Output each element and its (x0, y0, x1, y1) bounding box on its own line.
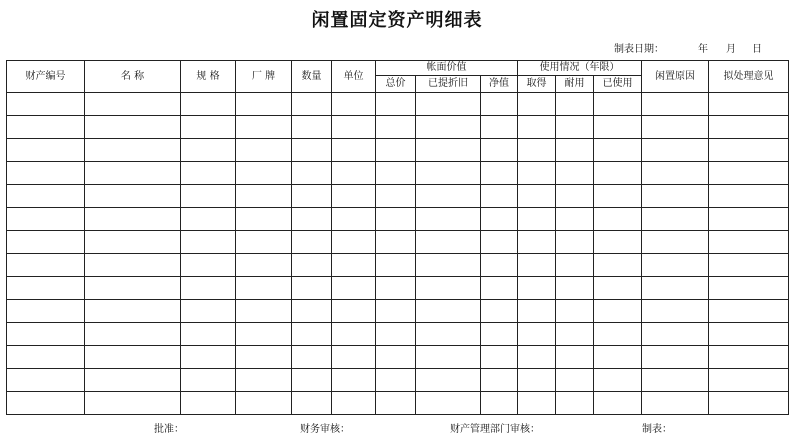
table-cell[interactable] (292, 392, 332, 415)
table-cell[interactable] (332, 323, 376, 346)
table-row (7, 208, 789, 231)
table-cell[interactable] (7, 208, 85, 231)
table-cell[interactable] (709, 208, 789, 231)
table-cell[interactable] (236, 185, 292, 208)
table-cell[interactable] (556, 346, 594, 369)
table-cell[interactable] (556, 300, 594, 323)
table-cell[interactable] (481, 185, 518, 208)
table-cell[interactable] (556, 231, 594, 254)
table-cell[interactable] (518, 323, 556, 346)
date-year: 年 (698, 44, 708, 55)
table-cell[interactable] (332, 231, 376, 254)
table-cell[interactable] (556, 162, 594, 185)
table-cell[interactable] (594, 139, 642, 162)
table-cell[interactable] (594, 369, 642, 392)
table-cell[interactable] (292, 162, 332, 185)
header-maker: 厂 牌 (236, 61, 292, 93)
table-cell[interactable] (85, 323, 181, 346)
table-cell[interactable] (332, 346, 376, 369)
date-day: 日 (752, 44, 762, 55)
header-qty: 数量 (292, 61, 332, 93)
table-cell[interactable] (376, 277, 416, 300)
table-cell[interactable] (236, 231, 292, 254)
table-cell[interactable] (709, 369, 789, 392)
table-row (7, 185, 789, 208)
table-cell[interactable] (642, 93, 709, 116)
table-cell[interactable] (376, 323, 416, 346)
table-cell[interactable] (642, 139, 709, 162)
table-row (7, 116, 789, 139)
table-cell[interactable] (85, 254, 181, 277)
table-cell[interactable] (236, 277, 292, 300)
table-cell[interactable] (481, 254, 518, 277)
header-durable: 耐用 (556, 76, 594, 93)
table-cell[interactable] (709, 116, 789, 139)
table-cell[interactable] (481, 208, 518, 231)
table-cell[interactable] (85, 139, 181, 162)
table-cell[interactable] (709, 300, 789, 323)
table-cell[interactable] (709, 139, 789, 162)
table-cell[interactable] (416, 231, 481, 254)
table-cell[interactable] (416, 392, 481, 415)
table-cell[interactable] (85, 93, 181, 116)
table-cell[interactable] (7, 162, 85, 185)
table-cell[interactable] (556, 93, 594, 116)
table-row (7, 254, 789, 277)
header-unit: 单位 (332, 61, 376, 93)
table-cell[interactable] (376, 231, 416, 254)
table-cell[interactable] (332, 300, 376, 323)
table-cell[interactable] (416, 139, 481, 162)
asset-table (6, 60, 789, 415)
header-idle-reason: 闲置原因 (642, 61, 709, 93)
table-cell[interactable] (481, 231, 518, 254)
table-cell[interactable] (481, 162, 518, 185)
table-cell[interactable] (7, 392, 85, 415)
table-cell[interactable] (376, 185, 416, 208)
table-cell[interactable] (416, 277, 481, 300)
table-cell[interactable] (376, 300, 416, 323)
table-cell[interactable] (236, 254, 292, 277)
table-cell[interactable] (332, 277, 376, 300)
table-cell[interactable] (7, 93, 85, 116)
table-cell[interactable] (181, 231, 236, 254)
header-name: 名 称 (85, 61, 181, 93)
table-cell[interactable] (556, 254, 594, 277)
table-cell[interactable] (292, 323, 332, 346)
footer-finance-review: 财务审核： (300, 424, 350, 435)
table-cell[interactable] (416, 369, 481, 392)
header-total-price: 总价 (376, 76, 416, 93)
table-cell[interactable] (518, 93, 556, 116)
header-net-value: 净值 (481, 76, 518, 93)
table-cell[interactable] (292, 208, 332, 231)
table-cell[interactable] (332, 116, 376, 139)
table-cell[interactable] (518, 208, 556, 231)
table-cell[interactable] (376, 369, 416, 392)
table-cell[interactable] (181, 369, 236, 392)
table-cell[interactable] (518, 254, 556, 277)
table-cell[interactable] (332, 185, 376, 208)
table-cell[interactable] (556, 208, 594, 231)
table-cell[interactable] (292, 185, 332, 208)
table-cell[interactable] (85, 116, 181, 139)
table-cell[interactable] (292, 116, 332, 139)
table-cell[interactable] (332, 392, 376, 415)
table-cell[interactable] (518, 116, 556, 139)
table-cell[interactable] (416, 323, 481, 346)
header-book-value: 帐面价值 (376, 61, 518, 76)
table-cell[interactable] (642, 254, 709, 277)
header-spec: 规 格 (181, 61, 236, 93)
table-cell[interactable] (642, 208, 709, 231)
table-cell[interactable] (518, 300, 556, 323)
table-cell[interactable] (709, 93, 789, 116)
signature-line (0, 420, 794, 434)
table-cell[interactable] (416, 208, 481, 231)
table-cell[interactable] (236, 392, 292, 415)
table-cell[interactable] (481, 369, 518, 392)
table-row (7, 93, 789, 116)
table-cell[interactable] (556, 369, 594, 392)
table-cell[interactable] (709, 231, 789, 254)
table-cell[interactable] (7, 185, 85, 208)
table-cell[interactable] (709, 185, 789, 208)
table-cell[interactable] (332, 139, 376, 162)
table-cell[interactable] (416, 300, 481, 323)
table-cell[interactable] (518, 369, 556, 392)
table-cell[interactable] (85, 392, 181, 415)
table-row (7, 139, 789, 162)
table-cell[interactable] (181, 93, 236, 116)
table-cell[interactable] (85, 208, 181, 231)
table-cell[interactable] (556, 323, 594, 346)
table-cell[interactable] (709, 254, 789, 277)
table-cell[interactable] (7, 231, 85, 254)
table-cell[interactable] (416, 254, 481, 277)
table-cell[interactable] (416, 185, 481, 208)
table-cell[interactable] (481, 116, 518, 139)
table-row (7, 162, 789, 185)
table-cell[interactable] (85, 369, 181, 392)
table-cell[interactable] (332, 208, 376, 231)
table-cell[interactable] (85, 300, 181, 323)
table-cell[interactable] (236, 323, 292, 346)
table-row (7, 231, 789, 254)
header-used: 已使用 (594, 76, 642, 93)
table-cell[interactable] (332, 93, 376, 116)
table-row (7, 392, 789, 415)
footer-dept-review: 财产管理部门审核： (450, 424, 540, 435)
table-body (7, 93, 789, 415)
table-cell[interactable] (7, 116, 85, 139)
table-cell[interactable] (181, 116, 236, 139)
table-cell[interactable] (481, 139, 518, 162)
table-cell[interactable] (7, 369, 85, 392)
table-cell[interactable] (518, 392, 556, 415)
table-cell[interactable] (292, 231, 332, 254)
table-cell[interactable] (709, 346, 789, 369)
table-cell[interactable] (85, 277, 181, 300)
table-cell[interactable] (481, 392, 518, 415)
table-cell[interactable] (416, 93, 481, 116)
date-month: 月 (726, 44, 736, 55)
table-cell[interactable] (594, 323, 642, 346)
table-cell[interactable] (556, 116, 594, 139)
table-cell[interactable] (376, 116, 416, 139)
table-cell[interactable] (332, 162, 376, 185)
table-cell[interactable] (481, 300, 518, 323)
table-cell[interactable] (709, 392, 789, 415)
table-cell[interactable] (594, 185, 642, 208)
table-cell[interactable] (85, 185, 181, 208)
table-cell[interactable] (236, 139, 292, 162)
table-cell[interactable] (7, 254, 85, 277)
footer-prepared-by: 制表： (642, 424, 672, 435)
table-cell[interactable] (642, 116, 709, 139)
table-cell[interactable] (642, 300, 709, 323)
header-asset-no: 财产编号 (7, 61, 85, 93)
table-cell[interactable] (481, 323, 518, 346)
table-cell[interactable] (481, 93, 518, 116)
table-cell[interactable] (556, 185, 594, 208)
table-cell[interactable] (85, 162, 181, 185)
table-row (7, 277, 789, 300)
table-cell[interactable] (416, 116, 481, 139)
table-cell[interactable] (376, 346, 416, 369)
table-cell[interactable] (481, 277, 518, 300)
table-cell[interactable] (594, 208, 642, 231)
table-cell[interactable] (556, 139, 594, 162)
table-cell[interactable] (376, 254, 416, 277)
table-cell[interactable] (416, 346, 481, 369)
table-cell[interactable] (376, 139, 416, 162)
table-cell[interactable] (292, 93, 332, 116)
table-cell[interactable] (518, 139, 556, 162)
table-row (7, 369, 789, 392)
date-line (600, 40, 794, 54)
table-cell[interactable] (181, 392, 236, 415)
document-title: 闲置固定资产明细表 (311, 10, 483, 31)
table-cell[interactable] (556, 277, 594, 300)
header-acquired: 取得 (518, 76, 556, 93)
table-cell[interactable] (642, 323, 709, 346)
table-cell[interactable] (7, 300, 85, 323)
table-cell[interactable] (181, 162, 236, 185)
table-cell[interactable] (181, 208, 236, 231)
table-cell[interactable] (7, 346, 85, 369)
date-label: 制表日期： (614, 44, 664, 55)
table-cell[interactable] (236, 116, 292, 139)
table-cell[interactable] (7, 277, 85, 300)
table-cell[interactable] (292, 139, 332, 162)
table-cell[interactable] (642, 392, 709, 415)
table-cell[interactable] (181, 139, 236, 162)
table-cell[interactable] (594, 392, 642, 415)
table-cell[interactable] (332, 369, 376, 392)
table-cell[interactable] (292, 346, 332, 369)
table-cell[interactable] (181, 323, 236, 346)
table-cell[interactable] (518, 277, 556, 300)
table-cell[interactable] (709, 277, 789, 300)
table-cell[interactable] (376, 392, 416, 415)
table-cell[interactable] (292, 369, 332, 392)
table-cell[interactable] (332, 254, 376, 277)
table-cell[interactable] (236, 300, 292, 323)
table-cell[interactable] (518, 185, 556, 208)
table-cell[interactable] (642, 162, 709, 185)
table-cell[interactable] (7, 323, 85, 346)
table-cell[interactable] (376, 162, 416, 185)
header-proposal: 拟处理意见 (709, 61, 789, 93)
header-usage: 使用情况（年限） (518, 61, 642, 76)
table-cell[interactable] (518, 162, 556, 185)
table-cell[interactable] (642, 346, 709, 369)
table-cell[interactable] (642, 369, 709, 392)
table-cell[interactable] (376, 93, 416, 116)
table-cell[interactable] (594, 116, 642, 139)
table-cell[interactable] (594, 231, 642, 254)
table-cell[interactable] (7, 139, 85, 162)
table-cell[interactable] (642, 277, 709, 300)
table-cell[interactable] (709, 162, 789, 185)
footer-approve: 批准： (154, 424, 184, 435)
table-cell[interactable] (642, 231, 709, 254)
table-cell[interactable] (709, 323, 789, 346)
table-cell[interactable] (594, 162, 642, 185)
table-cell[interactable] (518, 231, 556, 254)
header-depreciation: 已提折旧 (416, 76, 481, 93)
table-row (7, 323, 789, 346)
table-cell[interactable] (292, 254, 332, 277)
table-cell[interactable] (181, 254, 236, 277)
table-cell[interactable] (556, 392, 594, 415)
table-cell[interactable] (236, 369, 292, 392)
table-cell[interactable] (292, 277, 332, 300)
table-cell[interactable] (594, 254, 642, 277)
table-cell[interactable] (594, 300, 642, 323)
table-cell[interactable] (292, 300, 332, 323)
table-cell[interactable] (481, 346, 518, 369)
table-cell[interactable] (642, 185, 709, 208)
table-cell[interactable] (594, 93, 642, 116)
table-cell[interactable] (236, 162, 292, 185)
table-row (7, 300, 789, 323)
table-cell[interactable] (236, 93, 292, 116)
table-cell[interactable] (416, 162, 481, 185)
table-cell[interactable] (236, 208, 292, 231)
table-cell[interactable] (594, 277, 642, 300)
table-cell[interactable] (518, 346, 556, 369)
table-cell[interactable] (85, 346, 181, 369)
table-cell[interactable] (594, 346, 642, 369)
table-row (7, 346, 789, 369)
table-cell[interactable] (181, 185, 236, 208)
table-cell[interactable] (181, 300, 236, 323)
table-cell[interactable] (85, 231, 181, 254)
table-cell[interactable] (236, 346, 292, 369)
table-cell[interactable] (181, 277, 236, 300)
table-cell[interactable] (376, 208, 416, 231)
table-cell[interactable] (181, 346, 236, 369)
